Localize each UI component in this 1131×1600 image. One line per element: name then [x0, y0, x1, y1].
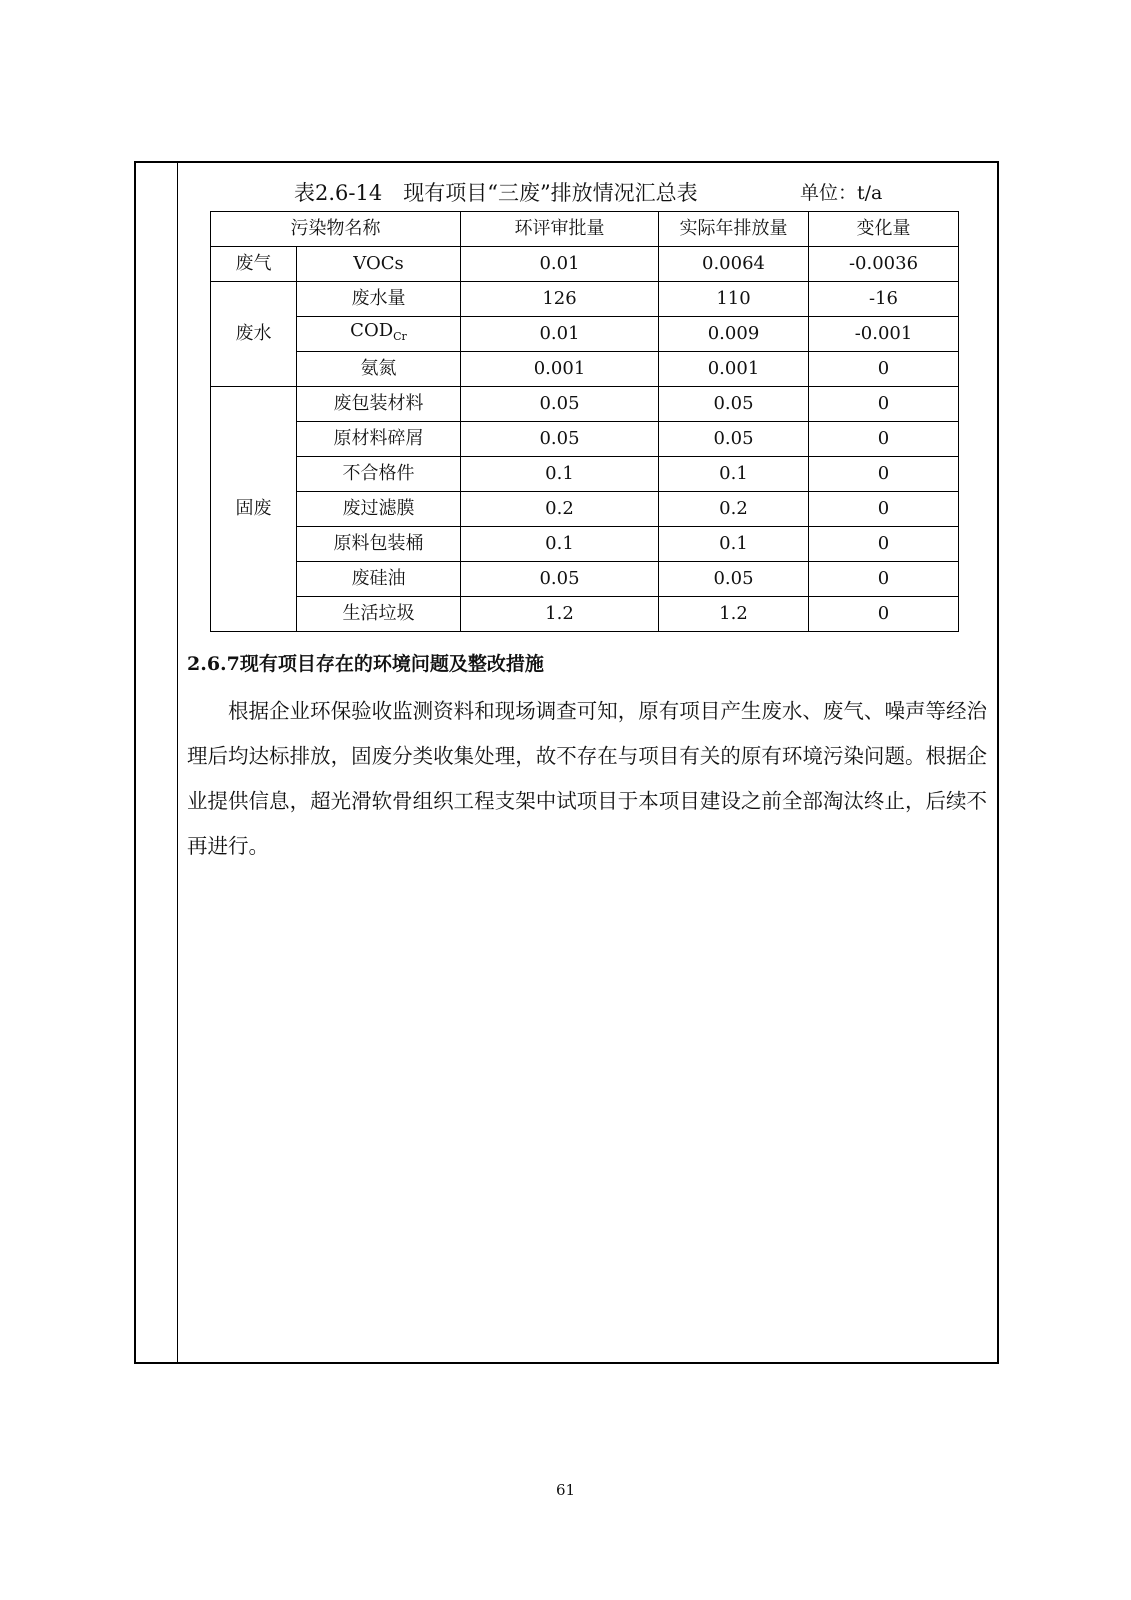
pollutant-name: 生活垃圾: [297, 597, 461, 632]
table-row: [211, 457, 959, 492]
emissions-table: [210, 211, 959, 632]
change-value: 0: [809, 387, 959, 422]
actual-value: 0.05: [659, 387, 809, 422]
approved-value: 0.05: [461, 387, 659, 422]
section-paragraph: 根据企业环保验收监测资料和现场调查可知，原有项目产生废水、废气、噪声等经治理后均达标排放，固废分类收集处理，故不存在与项目有关的原有环境污染问题。根据企业提供信息，超光滑软骨组织工程支架中试项目于本项目建设之前全部淘汰终止，后续不再进行。: [187, 699, 987, 858]
actual-value: 0.2: [659, 492, 809, 527]
actual-value: 0.001: [659, 352, 809, 387]
actual-value: 110: [659, 282, 809, 317]
change-value: 0: [809, 457, 959, 492]
change-value: 0: [809, 527, 959, 562]
pollutant-name-main: COD: [350, 320, 394, 341]
table-row: [211, 247, 959, 282]
change-value: -0.001: [809, 317, 959, 352]
table-row: [211, 527, 959, 562]
table-title: 表2.6-14 现有项目“三废”排放情况汇总表: [294, 181, 698, 205]
pollutant-name: 废水量: [297, 282, 461, 317]
approved-value: 0.001: [461, 352, 659, 387]
approved-value: 0.05: [461, 422, 659, 457]
table-row: [211, 562, 959, 597]
pollutant-name: 废过滤膜: [297, 492, 461, 527]
table-row: [211, 422, 959, 457]
pollutant-name: 氨氮: [297, 352, 461, 387]
table-row: [211, 317, 959, 352]
table-row: [211, 282, 959, 317]
actual-value: 0.009: [659, 317, 809, 352]
table-unit: 单位：t/a: [800, 182, 883, 204]
approved-value: 1.2: [461, 597, 659, 632]
actual-value: 0.1: [659, 457, 809, 492]
approved-value: 0.1: [461, 527, 659, 562]
group-gas: 废气: [211, 247, 297, 282]
table-row: [211, 597, 959, 632]
pollutant-name: 不合格件: [297, 457, 461, 492]
pollutant-name: VOCs: [297, 247, 461, 282]
pollutant-name: 废包装材料: [297, 387, 461, 422]
pollutant-name-subscript: Cr: [393, 330, 407, 343]
group-solid: 固废: [211, 387, 297, 632]
header-approved: 环评审批量: [461, 212, 659, 247]
header-change: 变化量: [809, 212, 959, 247]
table-row: [211, 492, 959, 527]
approved-value: 0.01: [461, 317, 659, 352]
approved-value: 0.1: [461, 457, 659, 492]
section-heading: 2.6.7现有项目存在的环境问题及整改措施: [187, 653, 544, 675]
change-value: 0: [809, 597, 959, 632]
approved-value: 0.2: [461, 492, 659, 527]
table-row: [211, 387, 959, 422]
actual-value: 0.0064: [659, 247, 809, 282]
table-header-row: [211, 212, 959, 247]
approved-value: 0.05: [461, 562, 659, 597]
approved-value: 0.01: [461, 247, 659, 282]
approved-value: 126: [461, 282, 659, 317]
change-value: 0: [809, 422, 959, 457]
actual-value: 1.2: [659, 597, 809, 632]
header-pollutant: 污染物名称: [211, 212, 461, 247]
pollutant-name: 原料包装桶: [297, 527, 461, 562]
change-value: 0: [809, 492, 959, 527]
frame-left-column-divider: [177, 163, 178, 1362]
change-value: 0: [809, 352, 959, 387]
table-caption: [294, 178, 914, 208]
pollutant-name: 原材料碎屑: [297, 422, 461, 457]
actual-value: 0.05: [659, 422, 809, 457]
actual-value: 0.1: [659, 527, 809, 562]
change-value: -0.0036: [809, 247, 959, 282]
change-value: -16: [809, 282, 959, 317]
header-actual: 实际年排放量: [659, 212, 809, 247]
pollutant-name: 废硅油: [297, 562, 461, 597]
group-water: 废水: [211, 282, 297, 387]
actual-value: 0.05: [659, 562, 809, 597]
pollutant-name: [297, 317, 461, 352]
table-row: [211, 352, 959, 387]
page-number: 61: [555, 1481, 576, 1499]
change-value: 0: [809, 562, 959, 597]
